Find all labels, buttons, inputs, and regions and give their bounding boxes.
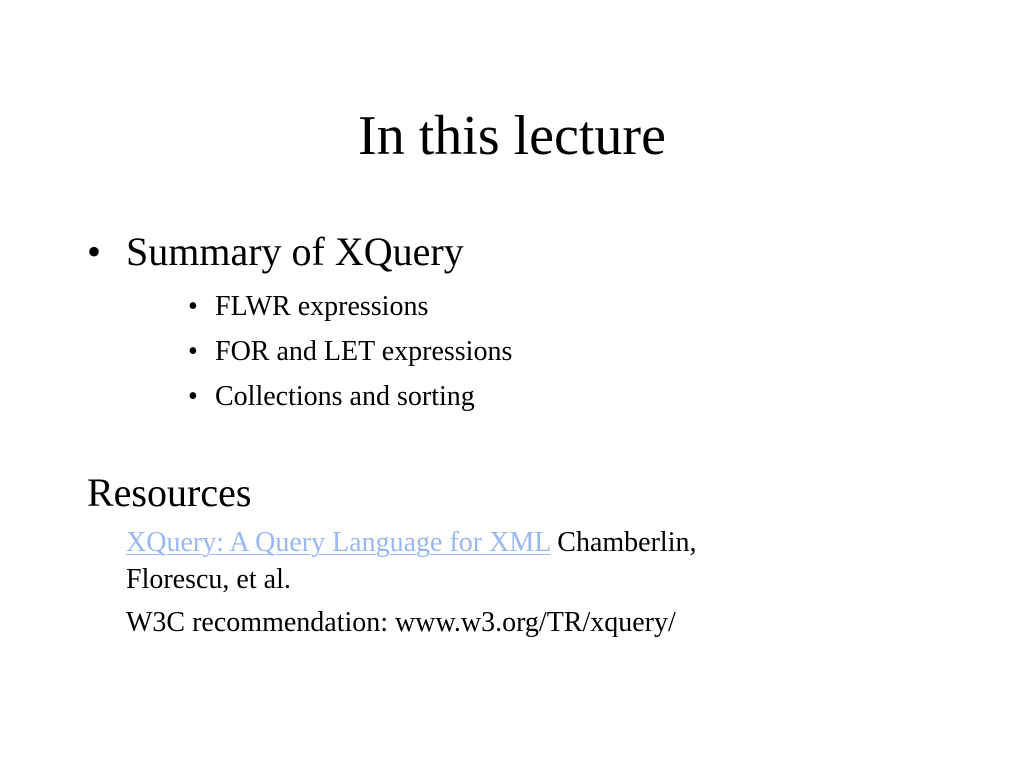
resource-authors: Chamberlin, [550,527,697,558]
xquery-paper-link[interactable]: XQuery: A Query Language for XML [126,527,551,558]
main-bullet [87,228,464,276]
bullet-dot-icon: • [87,229,102,274]
bullet-dot-icon: • [188,381,198,412]
w3c-recommendation-line: W3C recommendation: www.w3.org/TR/xquery/ [126,607,676,638]
sub-bullet-list [188,284,512,419]
bullet-dot-icon: • [188,336,198,367]
slide-title: In this lecture [358,105,666,167]
sub-bullet-item [188,284,512,329]
main-bullet-label: Summary of XQuery [126,229,464,274]
sub-bullet-label: FLWR expressions [215,291,429,322]
sub-bullet-label: FOR and LET expressions [215,336,513,367]
resources-heading: Resources [87,470,252,515]
sub-bullet-label: Collections and sorting [215,381,475,412]
sub-bullet-item [188,329,512,374]
resource-authors-continuation: Florescu, et al. [126,564,291,595]
bullet-dot-icon: • [188,291,198,322]
resource-reference-line [126,525,697,561]
sub-bullet-item [188,374,512,419]
